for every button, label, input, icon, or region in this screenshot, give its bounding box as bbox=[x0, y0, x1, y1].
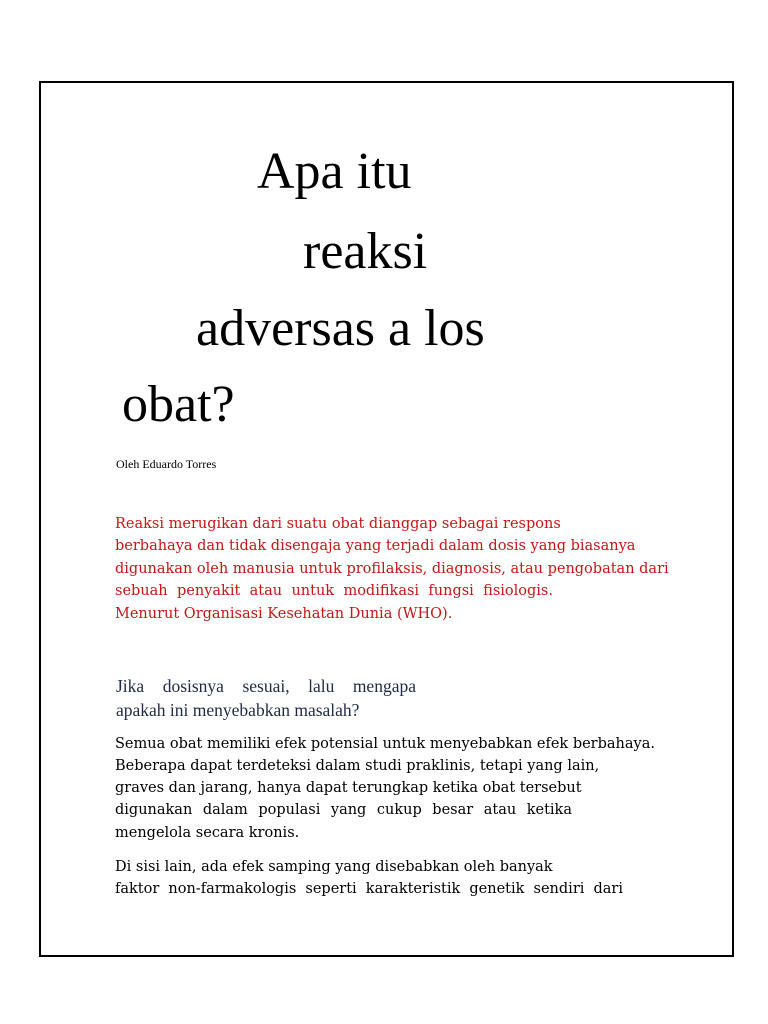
definition-source: Menurut Organisasi Kesehatan Dunia (WHO). bbox=[115, 606, 453, 622]
title-line-4: obat? bbox=[122, 376, 235, 433]
paragraph1-line-1: Semua obat memiliki efek potensial untuk menyebabkan efek berbahaya. bbox=[115, 736, 655, 752]
paragraph1-line-4: digunakan dalam populasi yang cukup besar atau ketika bbox=[115, 802, 572, 818]
definition-line-1: Reaksi merugikan dari suatu obat dianggap sebagai respons bbox=[115, 516, 561, 532]
definition-line-2: berbahaya dan tidak disengaja yang terjadi dalam dosis yang biasanya bbox=[115, 538, 636, 554]
paragraph1-line-2: Beberapa dapat terdeteksi dalam studi praklinis, tetapi yang lain, bbox=[115, 758, 600, 774]
paragraph2-line-1: Di sisi lain, ada efek samping yang disebabkan oleh banyak bbox=[115, 859, 553, 875]
paragraph1-line-5: mengelola secara kronis. bbox=[115, 825, 300, 841]
title-line-1: Apa itu bbox=[257, 143, 412, 200]
section-question-line-1: Jika dosisnya sesuai, lalu mengapa bbox=[116, 676, 416, 696]
definition-line-4: sebuah penyakit atau untuk modifikasi fungsi fisiologis. bbox=[115, 583, 553, 599]
title-line-3: adversas a los bbox=[196, 300, 485, 357]
paragraph1-line-3: graves dan jarang, hanya dapat terungkap ketika obat tersebut bbox=[115, 780, 582, 796]
title-line-2: reaksi bbox=[303, 223, 428, 280]
author-byline: Oleh Eduardo Torres bbox=[116, 457, 217, 471]
definition-line-3: digunakan oleh manusia untuk profilaksis, diagnosis, atau pengobatan dari bbox=[115, 561, 669, 577]
paragraph2-line-2: faktor non-farmakologis seperti karakteristik genetik sendiri dari bbox=[115, 881, 623, 897]
section-question-line-2: apakah ini menyebabkan masalah? bbox=[116, 700, 360, 720]
